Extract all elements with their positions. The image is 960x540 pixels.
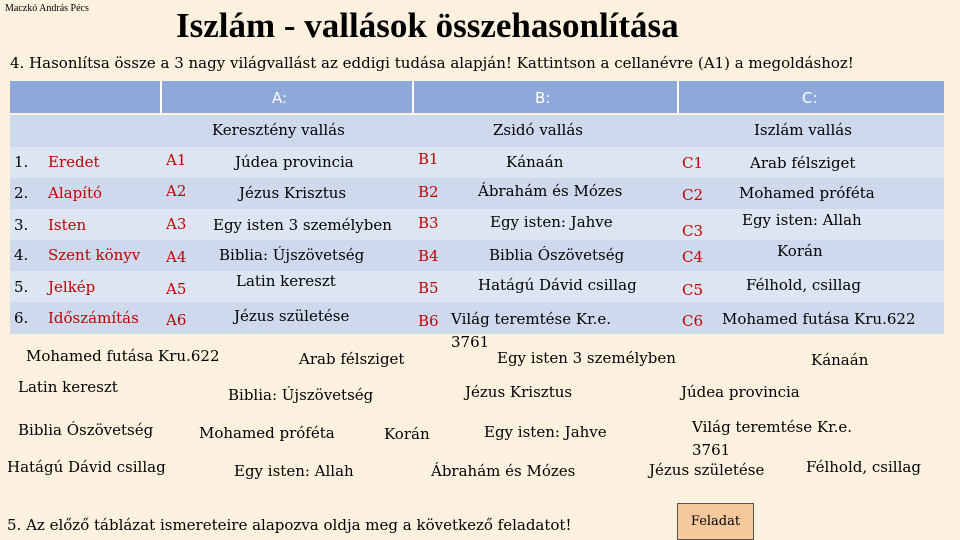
row-label-eredet: Eredet: [48, 153, 100, 171]
cell-link-b2[interactable]: B2: [418, 183, 439, 201]
answer-c3: Egy isten: Allah: [742, 211, 862, 229]
answer-option[interactable]: Mohamed futása Kru.622: [26, 347, 220, 365]
cell-link-b6[interactable]: B6: [418, 312, 439, 330]
column-c-header: C:: [802, 89, 818, 107]
answer-option[interactable]: Júdea provincia: [681, 383, 800, 401]
header-divider: [412, 81, 414, 115]
author-credit: Maczkó András Pécs: [5, 3, 89, 14]
row-number: 3.: [14, 216, 29, 234]
cell-link-b4[interactable]: B4: [418, 247, 439, 265]
answer-b1: Kánaán: [506, 153, 564, 171]
answer-option[interactable]: Egy isten: Allah: [234, 462, 354, 480]
cell-link-b1[interactable]: B1: [418, 150, 439, 168]
cell-link-c4[interactable]: C4: [682, 248, 704, 266]
column-header-row: [10, 81, 944, 113]
answer-option[interactable]: Egy isten 3 személyben: [497, 349, 676, 367]
column-a-header: A:: [272, 89, 288, 107]
cell-link-a2[interactable]: A2: [166, 182, 187, 200]
answer-a1: Júdea provincia: [235, 153, 354, 171]
answer-option[interactable]: 3761: [692, 441, 731, 459]
answer-option[interactable]: Biblia: Újszövetség: [228, 386, 374, 404]
cell-link-a4[interactable]: A4: [166, 248, 187, 266]
answer-c2: Mohamed próféta: [739, 184, 875, 202]
cell-link-b3[interactable]: B3: [418, 214, 439, 232]
answer-c6: Mohamed futása Kru.622: [722, 310, 916, 328]
row-label-szent-konyv: Szent könyv: [48, 246, 141, 264]
answer-b4: Biblia Ószövetség: [489, 246, 625, 264]
task-4-instruction: 4. Hasonlítsa össze a 3 nagy világvallást az eddigi tudása alapján! Kattintson a cellanévre (A1) a megoldáshoz!: [10, 54, 854, 72]
answer-option[interactable]: Kánaán: [811, 351, 869, 369]
feladat-button[interactable]: [677, 503, 754, 540]
answer-b3: Egy isten: Jahve: [490, 213, 613, 231]
answer-option[interactable]: Félhold, csillag: [806, 458, 921, 476]
row-label-jelkep: Jelkép: [48, 278, 96, 296]
answer-option[interactable]: Egy isten: Jahve: [484, 423, 607, 441]
cell-link-c2[interactable]: C2: [682, 186, 704, 204]
religion-name-c: Iszlám vallás: [754, 121, 852, 139]
answer-option[interactable]: Hatágú Dávid csillag: [7, 458, 166, 476]
column-b-header: B:: [535, 89, 551, 107]
answer-option[interactable]: Korán: [384, 425, 430, 443]
page-title: Iszlám - vallások összehasonlítása: [176, 6, 679, 45]
religion-name-row: [10, 115, 944, 147]
header-divider: [677, 81, 679, 115]
answer-c5: Félhold, csillag: [746, 276, 861, 294]
cell-link-a5[interactable]: A5: [166, 280, 187, 298]
answer-a3: Egy isten 3 személyben: [213, 216, 392, 234]
answer-option[interactable]: Arab félsziget: [299, 350, 405, 368]
row-number: 6.: [14, 309, 29, 327]
row-number: 2.: [14, 184, 29, 202]
answer-option[interactable]: Mohamed próféta: [199, 424, 335, 442]
answer-option[interactable]: Jézus Krisztus: [465, 383, 573, 401]
answer-b6-line2: 3761: [451, 333, 490, 351]
feladat-button-label: Feladat: [690, 514, 741, 529]
header-divider: [160, 81, 162, 115]
cell-link-c5[interactable]: C5: [682, 281, 704, 299]
answer-b6-line1: Világ teremtése Kr.e.: [451, 310, 612, 328]
answer-option[interactable]: Jézus születése: [649, 461, 765, 479]
cell-link-a3[interactable]: A3: [166, 215, 187, 233]
answer-a5: Latin kereszt: [236, 272, 336, 290]
answer-a2: Jézus Krisztus: [239, 184, 347, 202]
cell-link-c1[interactable]: C1: [682, 154, 704, 172]
answer-c4: Korán: [777, 242, 823, 260]
row-label-isten: Isten: [48, 216, 87, 234]
answer-option[interactable]: Ábrahám és Mózes: [431, 462, 576, 480]
cell-link-c3[interactable]: C3: [682, 222, 704, 240]
answer-option[interactable]: Világ teremtése Kr.e.: [692, 418, 853, 436]
cell-link-b5[interactable]: B5: [418, 279, 439, 297]
row-number: 4.: [14, 246, 29, 264]
task-5-instruction: 5. Az előző táblázat ismereteire alapozva oldja meg a következő feladatot!: [7, 516, 572, 534]
cell-link-a1[interactable]: A1: [166, 151, 187, 169]
answer-b5: Hatágú Dávid csillag: [478, 276, 637, 294]
answer-b2: Ábrahám és Mózes: [478, 182, 623, 200]
answer-c1: Arab félsziget: [750, 154, 856, 172]
answer-a4: Biblia: Újszövetség: [219, 246, 365, 264]
religion-name-b: Zsidó vallás: [493, 121, 583, 139]
cell-link-c6[interactable]: C6: [682, 312, 704, 330]
religion-name-a: Keresztény vallás: [212, 121, 345, 139]
answer-a6: Jézus születése: [234, 307, 350, 325]
cell-link-a6[interactable]: A6: [166, 311, 187, 329]
answer-option[interactable]: Biblia Ószövetség: [18, 421, 154, 439]
answer-option[interactable]: Latin kereszt: [18, 378, 118, 396]
row-label-alapito: Alapító: [48, 184, 103, 202]
row-label-idoszamitas: Időszámítás: [48, 309, 139, 327]
row-number: 1.: [14, 153, 29, 171]
row-number: 5.: [14, 278, 29, 296]
